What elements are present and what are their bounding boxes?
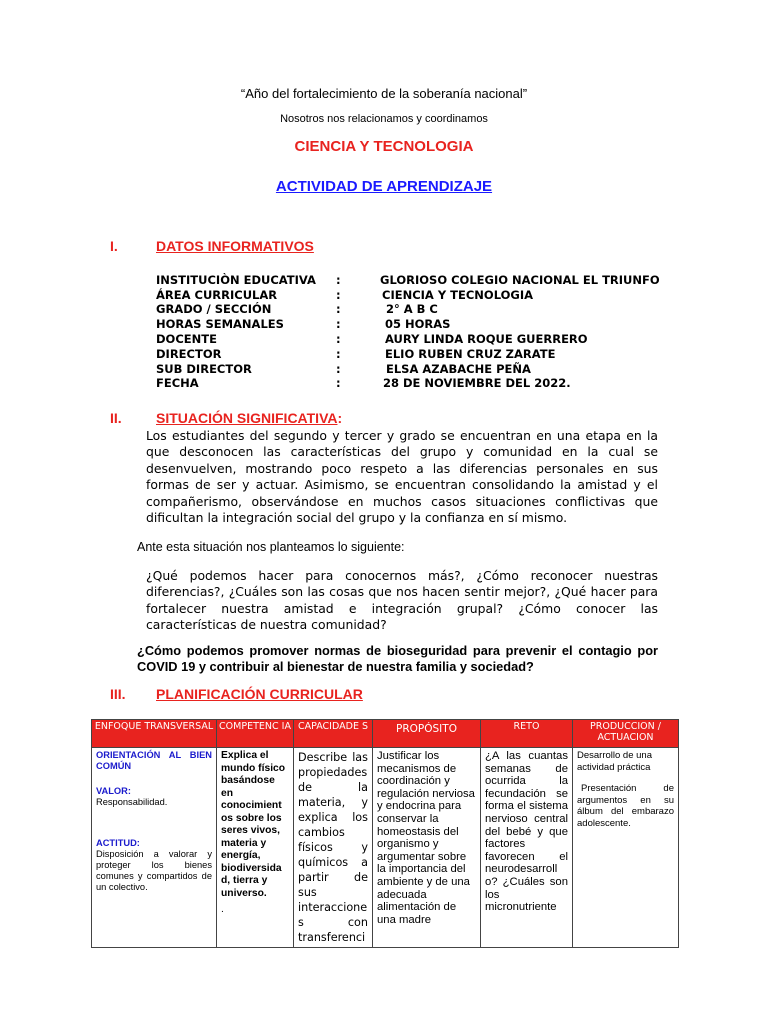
section-1-title: DATOS INFORMATIVOS [156, 238, 314, 254]
activity-title: ACTIVIDAD DE APRENDIZAJE [275, 178, 493, 195]
info-value: AURY LINDA ROQUE GUERRERO [385, 332, 588, 346]
section-2-title: SITUACIÓN SIGNIFICATIVA [156, 410, 338, 426]
info-value: 05 HORAS [385, 317, 451, 331]
production-line-2: Presentación de argumentos en su álbum del embarazo adolescente. [577, 783, 674, 829]
info-value: 28 DE NOVIEMBRE DEL 2022. [383, 376, 571, 390]
table-header: RETO [481, 720, 573, 748]
section-1-number: I. [110, 238, 118, 254]
value-label: VALOR: [96, 786, 131, 796]
info-colon: : [336, 288, 341, 302]
purpose-cell: Justificar los mecanismos de coordinación y regulación nerviosa y endocrina para conservar la homeostasis del organismo y argumentar sobre la importancia del ambiente y de una adecuada alimentación de una madre [373, 748, 481, 948]
info-colon: : [336, 273, 341, 287]
table-header: CAPACIDADE S [294, 720, 373, 748]
competency-text: Explica el mundo físico basándose en conocimient os sobre los seres vivos, materia y energía, biodiversida d, tierra y universo. [221, 750, 286, 899]
situation-lead-in: Ante esta situación nos planteamos lo siguiente: [137, 540, 405, 554]
capacities-cell: Describe las propiedades de la materia, y explica los cambios físicos y químicos a partir de sus interaccione s con transferenci [294, 748, 373, 948]
info-label: GRADO / SECCIÓN [156, 302, 272, 316]
section-3-title: PLANIFICACIÓN CURRICULAR [156, 686, 363, 702]
info-colon: : [336, 347, 341, 361]
year-motto: “Año del fortalecimiento de la soberanía nacional” [240, 86, 528, 101]
challenge-cell: ¿A las cuantas semanas de ocurrida la fecundación se forma el sistema nervioso central del bebé y que factores favorecen el neurodesarroll o? ¿Cuáles son los micronutriente [481, 748, 573, 948]
info-value: ELSA AZABACHE PEÑA [386, 362, 531, 376]
table-header: COMPETENC IA [217, 720, 294, 748]
info-value: CIENCIA Y TECNOLOGIA [382, 288, 534, 302]
info-value: GLORIOSO COLEGIO NACIONAL EL TRIUNFO [380, 273, 660, 287]
focus-name: ORIENTACIÓN AL BIEN COMÚN [96, 750, 212, 771]
competency-cell [217, 748, 294, 948]
guiding-questions: ¿Qué podemos hacer para conocernos más?, ¿Cómo reconocer nuestras diferencias?, ¿Cuáles son las cosas que nos hacen sentir mejor?, ¿Qué hacer para fortalecer nuestra amistad e integración grupal? ¿Cómo conocer las características de nuestra comunidad? [146, 568, 658, 633]
info-label: DOCENTE [156, 332, 217, 346]
production-cell [573, 748, 679, 948]
info-colon: : [336, 317, 341, 331]
section-2-heading [156, 410, 342, 428]
situation-paragraph: Los estudiantes del segundo y tercer y grado se encuentran en una etapa en la que desconocen las características del grupo y comunidad en la cual se desenvuelven, mostrando poco respeto a las diferencias personales en sus formas de ser y actuar. Asimismo, se encuentran consolidando la amistad y el compañerismo, observándose en muchos casos situaciones conflictivas que dificultan la integración social del grupo y la confianza en sí mismo. [146, 428, 658, 526]
value-text: Responsabilidad. [96, 797, 168, 807]
info-label: INSTITUCIÒN EDUCATIVA [156, 273, 316, 287]
attitude-text: Disposición a valorar y proteger los bienes comunes y compartidos de un colectivo. [96, 849, 212, 892]
info-label: HORAS SEMANALES [156, 317, 284, 331]
info-label: DIRECTOR [156, 347, 222, 361]
info-colon: : [336, 302, 341, 316]
info-value: ELIO RUBEN CRUZ ZARATE [385, 347, 556, 361]
info-label: FECHA [156, 376, 199, 390]
info-colon: : [336, 332, 341, 346]
attitude-label: ACTITUD: [96, 838, 140, 848]
section-3-number: III. [110, 686, 126, 702]
table-header-row [92, 720, 679, 748]
table-header: ENFOQUE TRANSVERSAL [92, 720, 217, 748]
sub-motto: Nosotros nos relacionamos y coordinamos [280, 113, 488, 125]
info-value: 2° A B C [386, 302, 438, 316]
competency-dot: . [221, 904, 224, 915]
info-label: SUB DIRECTOR [156, 362, 252, 376]
transversal-approach-cell [92, 748, 217, 948]
table-header: PROPÓSITO [373, 720, 481, 748]
table-header: PRODUCCION / ACTUACION [573, 720, 679, 748]
production-line-1: Desarrollo de una actividad práctica [577, 750, 652, 773]
section-2-title-colon: : [337, 410, 343, 426]
table-row [92, 748, 679, 948]
info-colon: : [336, 362, 341, 376]
info-label: ÁREA CURRICULAR [156, 288, 278, 302]
info-colon: : [336, 376, 341, 390]
planning-table [91, 719, 679, 948]
section-2-number: II. [110, 410, 122, 426]
main-challenge-question: ¿Cómo podemos promover normas de bioseguridad para prevenir el contagio por COVID 19 y contribuir al bienestar de nuestra familia y sociedad? [137, 643, 658, 674]
subject-title: CIENCIA Y TECNOLOGIA [294, 138, 474, 155]
